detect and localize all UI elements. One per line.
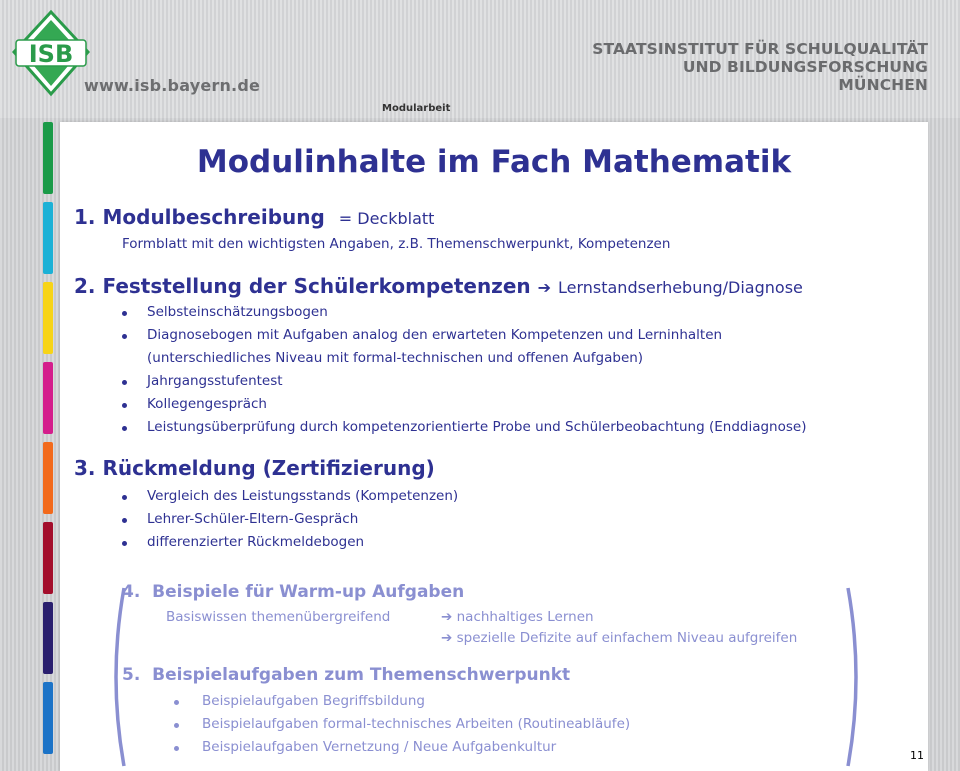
section-label: Modularbeit	[382, 103, 451, 114]
logo-text: ISB	[28, 40, 74, 68]
bullet-icon	[174, 700, 179, 705]
section-3-heading	[74, 456, 435, 480]
list-item: Beispielaufgaben Begriffsbildung	[202, 693, 425, 709]
institute-line-2: UND BILDUNGSFORSCHUNG	[682, 58, 928, 76]
arrow-right-icon: ➔	[537, 278, 551, 297]
institute-name	[592, 40, 928, 94]
section-1-heading	[74, 205, 434, 229]
section-5-heading	[122, 665, 570, 685]
section-3-title: Rückmeldung (Zertifizierung)	[102, 456, 435, 480]
stripe-yellow	[43, 282, 53, 354]
list-item: Beispielaufgaben formal-technisches Arbeiten (Routineabläufe)	[202, 716, 631, 732]
section-2-num: 2.	[74, 274, 96, 298]
section-2-title: Feststellung der Schülerkompetenzen	[102, 274, 531, 298]
stripe-orange	[43, 442, 53, 514]
section-1-num: 1.	[74, 205, 96, 229]
section-4-sub: Basiswissen themenübergreifend	[166, 609, 391, 625]
list-item: Jahrgangsstufentest	[147, 373, 283, 389]
bullet-icon	[122, 541, 127, 546]
section-4-heading	[122, 582, 464, 602]
bullet-icon	[174, 746, 179, 751]
stripe-magenta	[43, 362, 53, 434]
bullet-icon	[122, 518, 127, 523]
list-item-continued: (unterschiedliches Niveau mit formal-technischen und offenen Aufgaben)	[147, 350, 644, 366]
arrow-item	[441, 609, 594, 625]
section-1-title: Modulbeschreibung	[102, 205, 325, 229]
list-item: Leistungsüberprüfung durch kompetenzorientierte Probe und Schülerbeobachtung (Enddiagnose)	[147, 419, 807, 435]
list-item: differenzierter Rückmeldebogen	[147, 534, 365, 550]
section-3-num: 3.	[74, 456, 96, 480]
section-5-title: Beispielaufgaben zum Themenschwerpunkt	[152, 665, 571, 685]
institute-line-1: STAATSINSTITUT FÜR SCHULQUALITÄT	[592, 40, 928, 58]
section-1-extra: = Deckblatt	[338, 209, 435, 228]
list-item: Lehrer-Schüler-Eltern-Gespräch	[147, 511, 359, 527]
bullet-icon	[122, 311, 127, 316]
bullet-icon	[174, 723, 179, 728]
section-5-num: 5.	[122, 665, 141, 685]
color-stripes	[43, 122, 53, 762]
list-item: Selbsteinschätzungsbogen	[147, 304, 328, 320]
list-item: Vergleich des Leistungsstands (Kompetenzen)	[147, 488, 459, 504]
isb-logo[interactable]	[12, 10, 90, 106]
stripe-green	[43, 122, 53, 194]
bullet-icon	[122, 334, 127, 339]
institute-line-3: MÜNCHEN	[838, 76, 928, 94]
section-1-sub: Formblatt mit den wichtigsten Angaben, z.B. Themenschwerpunkt, Kompetenzen	[122, 236, 671, 252]
section-4-num: 4.	[122, 582, 141, 602]
section-2-heading	[74, 274, 803, 298]
arrow-item-text: spezielle Defizite auf einfachem Niveau aufgreifen	[456, 630, 798, 646]
list-item: Diagnosebogen mit Aufgaben analog den erwarteten Kompetenzen und Lerninhalten	[147, 327, 723, 343]
slide-title: Modulinhalte im Fach Mathematik	[196, 144, 792, 180]
right-bracket-icon	[840, 584, 870, 770]
slide	[60, 122, 928, 771]
arrow-item	[441, 630, 797, 646]
website-url[interactable]: www.isb.bayern.de	[84, 76, 261, 95]
bullet-icon	[122, 380, 127, 385]
arrow-item-text: nachhaltiges Lernen	[456, 609, 594, 625]
list-item: Kollegengespräch	[147, 396, 267, 412]
bullet-icon	[122, 426, 127, 431]
bullet-icon	[122, 403, 127, 408]
bullet-icon	[122, 495, 127, 500]
stripe-blue	[43, 682, 53, 754]
arrow-right-icon: ➔	[441, 609, 453, 625]
page-number: 11	[910, 749, 924, 762]
list-item: Beispielaufgaben Vernetzung / Neue Aufgabenkultur	[202, 739, 557, 755]
section-4-title: Beispiele für Warm-up Aufgaben	[152, 582, 465, 602]
stripe-cyan	[43, 202, 53, 274]
stripe-darkred	[43, 522, 53, 594]
header	[0, 0, 960, 118]
section-2-extra: Lernstandserhebung/Diagnose	[557, 278, 803, 297]
arrow-right-icon: ➔	[441, 630, 453, 646]
stripe-navy	[43, 602, 53, 674]
